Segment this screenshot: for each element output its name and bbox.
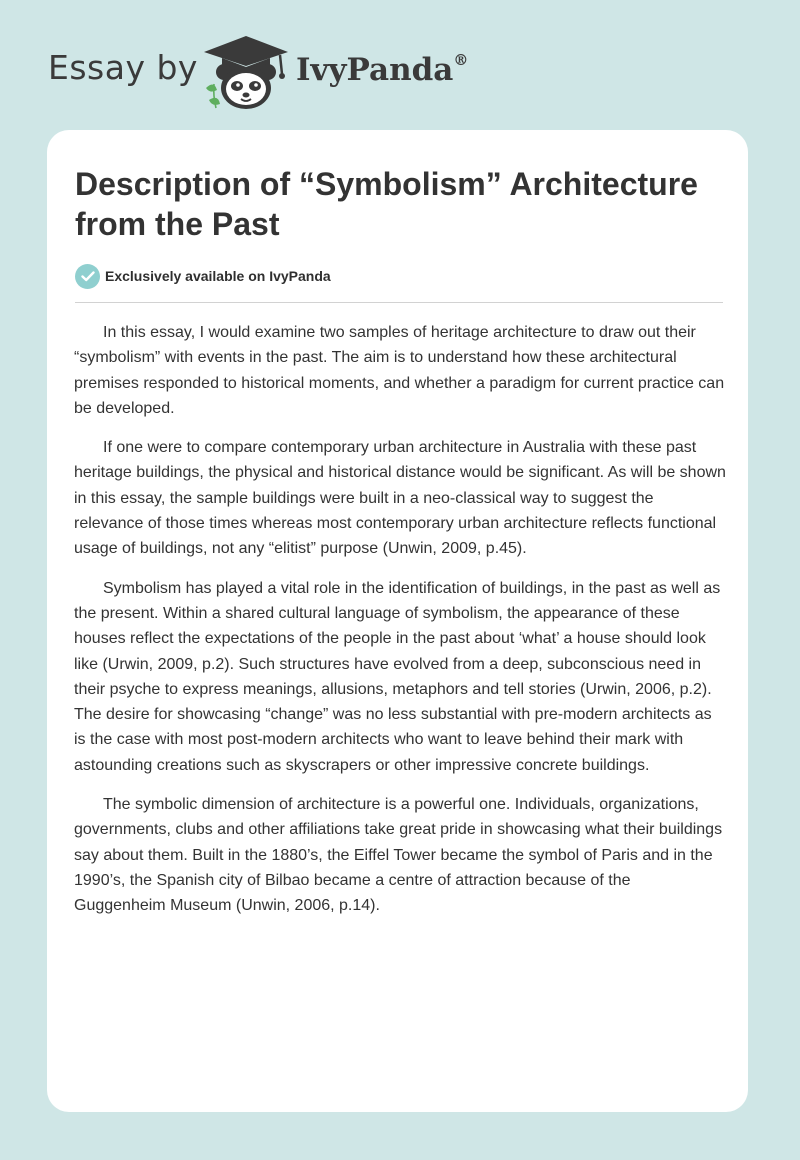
essay-paragraph: If one were to compare contemporary urban architecture in Australia with these past heritage buildings, the physical and historical distance would be significant. As will be shown in this essay, the sample buildings were built in a neo-classical way to suggest the relevance of those times whereas most contemporary urban architecture reflects functional usage of buildings, not any “elitist” purpose (Unwin, 2009, p.45). (74, 439, 726, 558)
exclusive-badge-label: Exclusively available on IvyPanda (105, 268, 331, 284)
brand-name[interactable] (296, 52, 468, 88)
registered-mark: ® (453, 50, 469, 69)
essay-paragraph: The symbolic dimension of architecture is a powerful one. Individuals, organizations, governments, clubs and other affiliations take great pride in showcasing what their buildings say about them. Built in the 1880’s, the Eiffel Tower became the symbol of Paris and in the 1990’s, the Spanish city of Bilbao became a centre of attraction because of the Guggenheim Museum (Unwin, 2006, p.14). (74, 796, 723, 915)
brand-label: IvyPanda (296, 52, 454, 88)
essay-by-label: Essay by (48, 48, 198, 87)
check-circle-icon (75, 264, 100, 289)
page-title: Description of “Symbolism” Architecture from the Past (75, 166, 698, 242)
essay-body (74, 320, 726, 933)
exclusive-badge (75, 263, 331, 289)
site-header (0, 0, 800, 130)
essay-paragraph: In this essay, I would examine two samples of heritage architecture to draw out their “symbolism” with events in the past. The aim is to understand how these architectural premises responded to historical moments, and whether a paradigm for current practice can be developed. (74, 324, 725, 417)
essay-card (47, 130, 748, 1112)
essay-paragraph: Symbolism has played a vital role in the identification of buildings, in the past as well as the present. Within a shared cultural language of symbolism, the appearance of these houses reflect the expectations of the people in the past about ‘what’ a house should look like (Urwin, 2009, p.2). Such structures have evolved from a deep, subconscious need in their psyche to express meanings, allusions, metaphors and tell stories (Urwin, 2006, p.2). The desire for showcasing “change” was no less substantial with pre-modern architects as is the case with most post-modern architects who want to leave behind their mark with astounding creations such as skyscrapers or other impressive concrete buildings. (74, 579, 721, 774)
ivypanda-logo-icon[interactable] (200, 34, 292, 110)
title-divider (75, 302, 723, 303)
